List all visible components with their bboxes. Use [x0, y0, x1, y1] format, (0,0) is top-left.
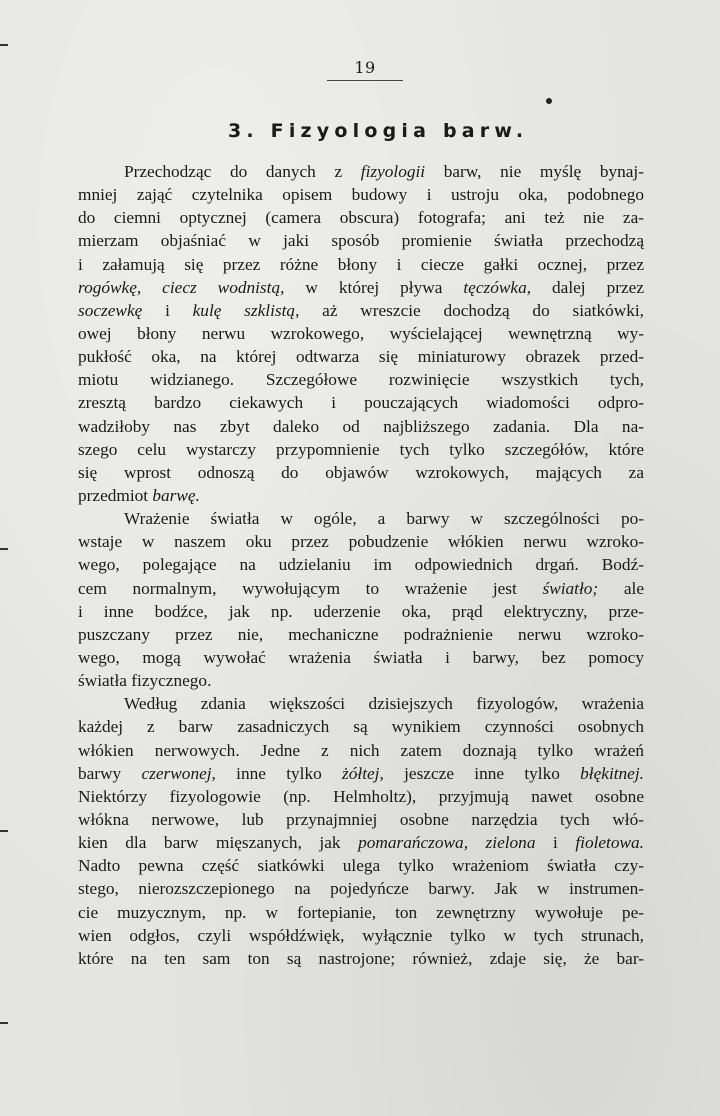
text-run: zresztą bardzo ciekawych i pouczających wiadomości odpro-	[78, 393, 644, 413]
text-line	[78, 623, 644, 646]
edge-mark	[0, 830, 8, 832]
text-line	[78, 739, 644, 762]
text-line	[78, 785, 644, 808]
text-line	[78, 901, 644, 924]
italic-term: fizyologii	[360, 162, 426, 181]
text-line	[78, 322, 644, 345]
text-run: wadziłoby nas zbyt daleko od najbliższego zadania. Dla na-	[78, 416, 644, 436]
text-line	[78, 229, 644, 252]
text-run: Nadto pewna część siatkówki ulega tylko wrażeniom światła czy-	[78, 856, 644, 876]
text-run: które na ten sam ton są nastrojone; również, zdaje się, że bar-	[78, 948, 644, 968]
text-run: barwy	[78, 763, 142, 783]
text-line	[78, 600, 644, 623]
text-run: cem normalnym, wywołującym to wrażenie jest	[78, 578, 543, 598]
page-number: 19	[354, 58, 376, 77]
text-line	[78, 646, 644, 669]
italic-term: kulę szklistą,	[192, 300, 300, 320]
text-line	[78, 692, 644, 715]
text-line	[78, 160, 644, 183]
edge-mark	[0, 548, 8, 550]
section-heading: 3. Fizyologia barw.	[228, 120, 529, 142]
text-run: do ciemni optycznej (camera obscura) fotografa; ani też nie za-	[78, 208, 644, 228]
italic-term: pomarańczowa, zielona	[358, 833, 536, 853]
text-line	[78, 530, 644, 553]
text-run: każdej z barw zasadniczych są wynikiem czynności osobnych	[78, 717, 644, 737]
text-run: owej błony nerwu wzrokowego, wyścielającej wewnętrzną wy-	[78, 323, 644, 343]
text-line	[78, 808, 644, 831]
text-run: puszczany przez nie, mechaniczne podrażnienie nerwu wzroko-	[78, 624, 644, 644]
edge-mark	[0, 1022, 8, 1024]
text-line	[78, 438, 644, 461]
text-run: inne tylko	[215, 763, 343, 783]
text-line	[78, 368, 644, 391]
text-line	[78, 484, 644, 507]
edge-mark	[0, 44, 8, 46]
text-line	[78, 831, 644, 854]
text-line	[78, 253, 644, 276]
text-run: wstaje w naszem oku przez pobudzenie włókien nerwu wzroko-	[78, 532, 644, 552]
italic-term: soczewkę	[78, 300, 143, 320]
text-run: dalej przez	[531, 277, 644, 297]
text-run: jeszcze inne tylko	[383, 763, 581, 783]
text-run: wego, mogą wywołać wrażenia światła i barwy, bez pomocy	[78, 647, 644, 667]
italic-term: rogówkę, ciecz wodnistą,	[78, 277, 285, 297]
text-line	[78, 577, 644, 600]
text-run: włókien nerwowych. Jedne z nich zatem doznają tylko wrażeń	[78, 740, 644, 760]
text-run: szego celu wystarczy przypomnienie tych tylko szczegółów, które	[78, 439, 644, 459]
text-run: w której pływa	[284, 277, 464, 297]
text-run: cie muzycznym, np. w fortepianie, ton zewnętrzny wywołuje pe-	[78, 902, 644, 922]
italic-term: barwę.	[152, 485, 200, 505]
text-run: i inne bodźce, jak np. uderzenie oka, prąd elektryczny, prze-	[78, 601, 644, 621]
italic-term: błękitnej.	[580, 763, 644, 783]
text-run: Przechodząc do danych z	[124, 162, 361, 181]
text-run: się wprost odnoszą do objawów wzrokowych, mających za	[78, 462, 644, 482]
header-rule	[327, 80, 403, 81]
text-run: Wrażenie światła w ogóle, a barwy w szczególności po-	[124, 509, 644, 529]
body-text	[78, 160, 644, 970]
text-line	[78, 947, 644, 970]
text-run: mniej zająć czytelnika opisem budowy i ustroju oka, podobnego	[78, 185, 644, 205]
text-line	[78, 669, 644, 692]
text-line	[78, 461, 644, 484]
text-run: Niektórzy fizyologowie (np. Helmholtz), przyjmują nawet osobne	[78, 786, 644, 806]
text-run: kien dla barw mięszanych, jak	[78, 833, 359, 853]
text-run: wien odgłos, czyli współdźwięk, wyłącznie tylko w tych strunach,	[78, 925, 644, 945]
text-run: i załamują się przez różne błony i ciecze gałki ocznej, przez	[78, 254, 644, 274]
text-line	[78, 507, 644, 530]
text-run: włókna nerwowe, lub przynajmniej osobne narzędzia tych włó-	[78, 809, 644, 829]
text-line	[78, 854, 644, 877]
text-run: Według zdania większości dzisiejszych fizyologów, wrażenia	[124, 694, 644, 714]
ink-dot	[546, 98, 552, 104]
text-run: pukłość oka, na której odtwarza się miniaturowy obrazek przed-	[78, 347, 644, 367]
text-line	[78, 553, 644, 576]
text-run: mierzam objaśniać w jaki sposób promienie światła przechodzą	[78, 231, 644, 251]
text-line	[78, 276, 644, 299]
italic-term: fioletowa.	[575, 833, 644, 853]
text-line	[78, 391, 644, 414]
text-run: miotu widzianego. Szczegółowe rozwinięcie wszystkich tych,	[78, 370, 644, 390]
text-line	[78, 877, 644, 900]
text-run: światła fizycznego.	[78, 671, 212, 691]
text-line	[78, 415, 644, 438]
text-line	[78, 715, 644, 738]
italic-term: czerwonej,	[141, 763, 216, 783]
text-run: aż wreszcie dochodzą do siatkówki,	[299, 300, 644, 320]
text-line	[78, 183, 644, 206]
text-line	[78, 299, 644, 322]
italic-term: światło;	[542, 578, 599, 598]
text-run: wego, polegające na udzielaniu im odpowiednich drgań. Bodź-	[78, 555, 644, 575]
text-line	[78, 762, 644, 785]
text-line	[78, 206, 644, 229]
text-line	[78, 924, 644, 947]
italic-term: żółtej,	[342, 763, 384, 783]
text-line	[78, 345, 644, 368]
text-run: przedmiot	[78, 485, 153, 505]
italic-term: tęczówka,	[463, 277, 532, 297]
text-run: i	[535, 833, 576, 853]
text-run: stego, nierozszczepionego na pojedyńcze barwy. Jak w instrumen-	[78, 879, 644, 899]
text-run: ale	[598, 578, 644, 598]
text-run: i	[142, 300, 193, 320]
text-run: barw, nie myślę bynaj-	[425, 162, 644, 181]
